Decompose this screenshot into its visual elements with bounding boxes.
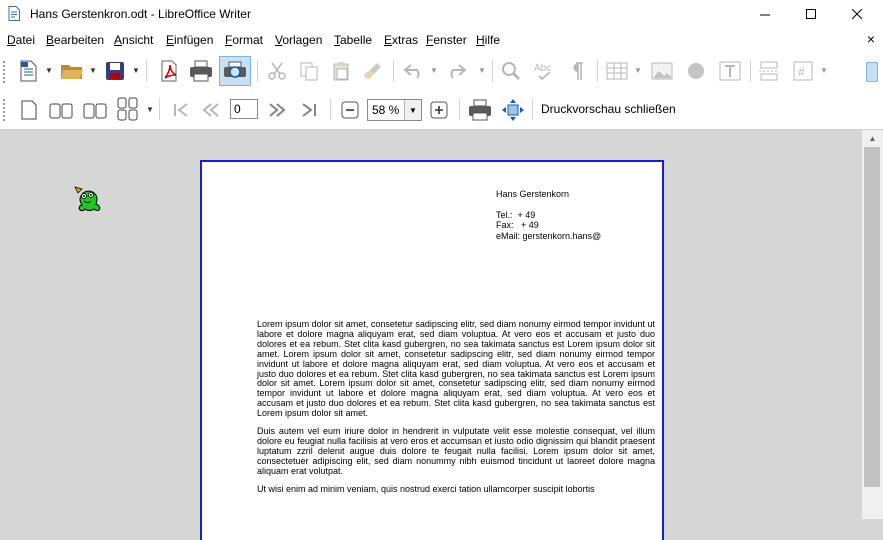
open-dropdown-icon[interactable]: ▼ <box>89 66 97 75</box>
undo-button[interactable] <box>400 58 428 84</box>
spellcheck-icon <box>533 61 557 81</box>
pilcrow-icon <box>569 61 585 81</box>
zoom-value: 58 % <box>372 103 400 117</box>
open-folder-icon <box>60 61 84 81</box>
save-button[interactable] <box>101 58 129 84</box>
window-title: Hans Gerstenkron.odt - LibreOffice Writer <box>30 7 251 21</box>
insert-textbox-button[interactable] <box>716 58 744 84</box>
export-pdf-button[interactable] <box>155 58 183 84</box>
menu-hilfe[interactable]: Hilfe <box>476 33 501 47</box>
paintbrush-icon <box>363 61 383 81</box>
insert-image-button[interactable] <box>648 58 676 84</box>
next-page-button[interactable] <box>264 97 290 123</box>
chevron-down-icon[interactable]: ▼ <box>404 100 421 120</box>
next-page-icon <box>267 102 287 118</box>
save-icon <box>104 60 126 82</box>
table-icon <box>606 62 628 80</box>
sender-tel: Tel.: + 49 <box>496 209 536 220</box>
previous-page-button[interactable] <box>198 97 224 123</box>
menu-fenster[interactable]: Fenster <box>426 33 467 47</box>
insert-field-button[interactable] <box>789 58 817 84</box>
redo-icon <box>445 63 467 79</box>
multiple-pages-view-button[interactable] <box>115 95 141 123</box>
scrollbar-thumb[interactable] <box>864 147 880 487</box>
formatting-marks-button[interactable] <box>563 58 591 84</box>
table-dropdown-icon[interactable]: ▼ <box>634 66 642 75</box>
textbox-icon <box>719 61 741 81</box>
spelling-button[interactable] <box>531 58 559 84</box>
title-bar <box>0 0 883 28</box>
page-preview <box>200 160 664 540</box>
menu-bearbeiten[interactable]: Bearbeiten <box>46 33 105 47</box>
sender-block <box>496 189 601 241</box>
toolbar-grip[interactable] <box>3 59 7 85</box>
zoom-combobox[interactable] <box>367 99 422 121</box>
redo-dropdown-icon[interactable]: ▼ <box>478 66 486 75</box>
minimize-icon <box>760 9 771 20</box>
pdf-icon <box>158 60 180 82</box>
find-replace-button[interactable] <box>497 58 525 84</box>
last-page-icon <box>300 102 318 118</box>
print-preview-icon <box>223 60 247 82</box>
close-preview-button[interactable]: Druckvorschau schließen <box>541 102 676 116</box>
sender-fax: Fax: + 49 <box>496 220 539 230</box>
printer-icon <box>468 99 492 121</box>
window-close-button[interactable] <box>834 0 880 28</box>
single-page-view-button[interactable] <box>16 97 42 123</box>
new-document-button[interactable] <box>14 58 42 84</box>
menu-einfuegen[interactable]: Einfügen <box>166 33 214 47</box>
zoom-in-button[interactable] <box>427 98 451 122</box>
toolbar-grip-2[interactable] <box>3 97 7 123</box>
menu-format[interactable]: Format <box>225 33 264 47</box>
multiple-pages-dropdown-icon[interactable]: ▼ <box>146 105 154 114</box>
menu-extras[interactable]: Extras <box>384 33 419 47</box>
print-button[interactable] <box>187 58 215 84</box>
menu-datei[interactable]: Datei <box>7 33 36 47</box>
print-preview-toggle[interactable] <box>219 56 251 86</box>
paragraph: Lorem ipsum dolor sit amet, consetetur sadipscing elitr, sed diam nonumy eirmod tempor invidunt ut labore et dolore magna aliquyam erat, sed diam voluptua. At vero eos et accusam et justo duo dolores et ea rebum. Stet clita kasd gubergren, no sea takimata sanctus est Lorem ipsum dolor sit amet. Lorem ipsum dolor sit amet, consetetur sadipscing elitr, sed diam nonumy eirmod tempor invidunt ut labore et dolore magna aliquyam erat, sed diam voluptua. At vero eos et accusam et justo duo dolores et ea rebum. Stet clita kasd gubergren, no sea takimata sanctus est Lorem ipsum dolor sit amet. Lorem ipsum dolor sit amet, consetetur sadipscing elitr, sed diam nonumy eirmod tempor invidunt ut labore et dolore magna aliquyam erat, sed diam voluptua. At vero eos et accusam et justo duo dolores et ea rebum. Stet clita kasd gubergren, no sea takimata sanctus est Lorem ipsum dolor sit amet. <box>257 319 655 419</box>
insert-chart-button[interactable] <box>682 58 710 84</box>
two-pages-view-button[interactable] <box>48 97 74 123</box>
open-button[interactable] <box>58 58 86 84</box>
paragraph: Ut wisi enim ad minim veniam, quis nostrud exerci tation ullamcorper suscipit lobortis <box>257 483 595 494</box>
writer-document-icon <box>8 6 20 21</box>
clone-formatting-button[interactable] <box>359 58 387 84</box>
insert-page-break-button[interactable] <box>755 58 783 84</box>
previous-page-icon <box>201 102 221 118</box>
full-screen-icon <box>501 98 525 122</box>
print-preview-toolbar <box>0 91 883 130</box>
last-page-button[interactable] <box>296 97 322 123</box>
copy-icon <box>299 61 319 81</box>
field-icon <box>793 61 813 81</box>
magnifier-icon <box>501 61 521 81</box>
scissors-icon <box>267 61 287 81</box>
svg-text:Abc: Abc <box>534 63 552 74</box>
printer-icon <box>189 60 213 82</box>
svg-text:#: # <box>798 65 805 79</box>
minimize-button[interactable] <box>742 0 788 28</box>
single-page-icon <box>21 100 37 120</box>
paste-icon <box>331 61 351 81</box>
cut-button[interactable] <box>263 58 291 84</box>
menu-tabelle[interactable]: Tabelle <box>334 33 373 47</box>
close-icon <box>852 9 863 20</box>
menu-ansicht[interactable]: Ansicht <box>114 33 154 47</box>
undo-dropdown-icon[interactable]: ▼ <box>430 66 438 75</box>
vertical-scrollbar[interactable] <box>862 130 883 519</box>
two-pages-icon <box>49 101 73 119</box>
image-icon <box>651 62 673 80</box>
first-page-button[interactable] <box>168 97 194 123</box>
full-screen-button[interactable] <box>499 97 527 123</box>
maximize-icon <box>806 9 817 20</box>
paste-button[interactable] <box>327 58 355 84</box>
close-document-button[interactable]: × <box>866 31 875 47</box>
page-break-icon <box>758 61 780 81</box>
new-document-icon <box>17 60 39 82</box>
zoom-out-icon <box>341 101 359 119</box>
undo-icon <box>403 63 425 79</box>
chart-pie-icon <box>686 61 706 81</box>
frog-cursor-icon <box>73 186 107 220</box>
letter-body <box>257 320 655 503</box>
maximize-button[interactable] <box>788 0 834 28</box>
toolbar-overflow-button[interactable] <box>866 62 878 82</box>
sender-email: eMail: gerstenkorn.hans@ <box>496 230 602 241</box>
menu-vorlagen[interactable]: Vorlagen <box>275 33 323 47</box>
page-number-input[interactable]: 0 <box>230 99 258 119</box>
field-dropdown-icon[interactable]: ▼ <box>820 66 828 75</box>
multiple-pages-icon <box>117 97 139 121</box>
zoom-out-button[interactable] <box>338 98 362 122</box>
paragraph: Duis autem vel eum iriure dolor in hendrerit in vulputate velit esse molestie consequat, vel illum dolore eu feugiat nulla facilisis at vero eros et accumsan et iusto odio dignissim qui blandit praesent luptatum zzril delenit augue duis dolore te feugait nulla facilisi. Lorem ipsum dolor sit amet, consectetuer adipiscing elit, sed diam nonummy nibh euismod tincidunt ut laoreet dolore magna aliquam erat volutpat. <box>257 426 655 476</box>
first-page-icon <box>172 102 190 118</box>
book-view-button[interactable] <box>82 97 108 123</box>
menu-bar <box>0 28 883 52</box>
standard-toolbar <box>0 52 883 91</box>
sender-name: Hans Gerstenkorn <box>496 189 570 199</box>
copy-button[interactable] <box>295 58 323 84</box>
new-dropdown-icon[interactable]: ▼ <box>45 66 53 75</box>
book-view-icon <box>83 101 107 119</box>
save-dropdown-icon[interactable]: ▼ <box>132 66 140 75</box>
redo-button[interactable] <box>442 58 470 84</box>
insert-table-button[interactable] <box>603 58 631 84</box>
zoom-in-icon <box>430 101 448 119</box>
preview-print-button[interactable] <box>466 97 494 123</box>
scroll-up-icon[interactable]: ▲ <box>868 134 877 143</box>
